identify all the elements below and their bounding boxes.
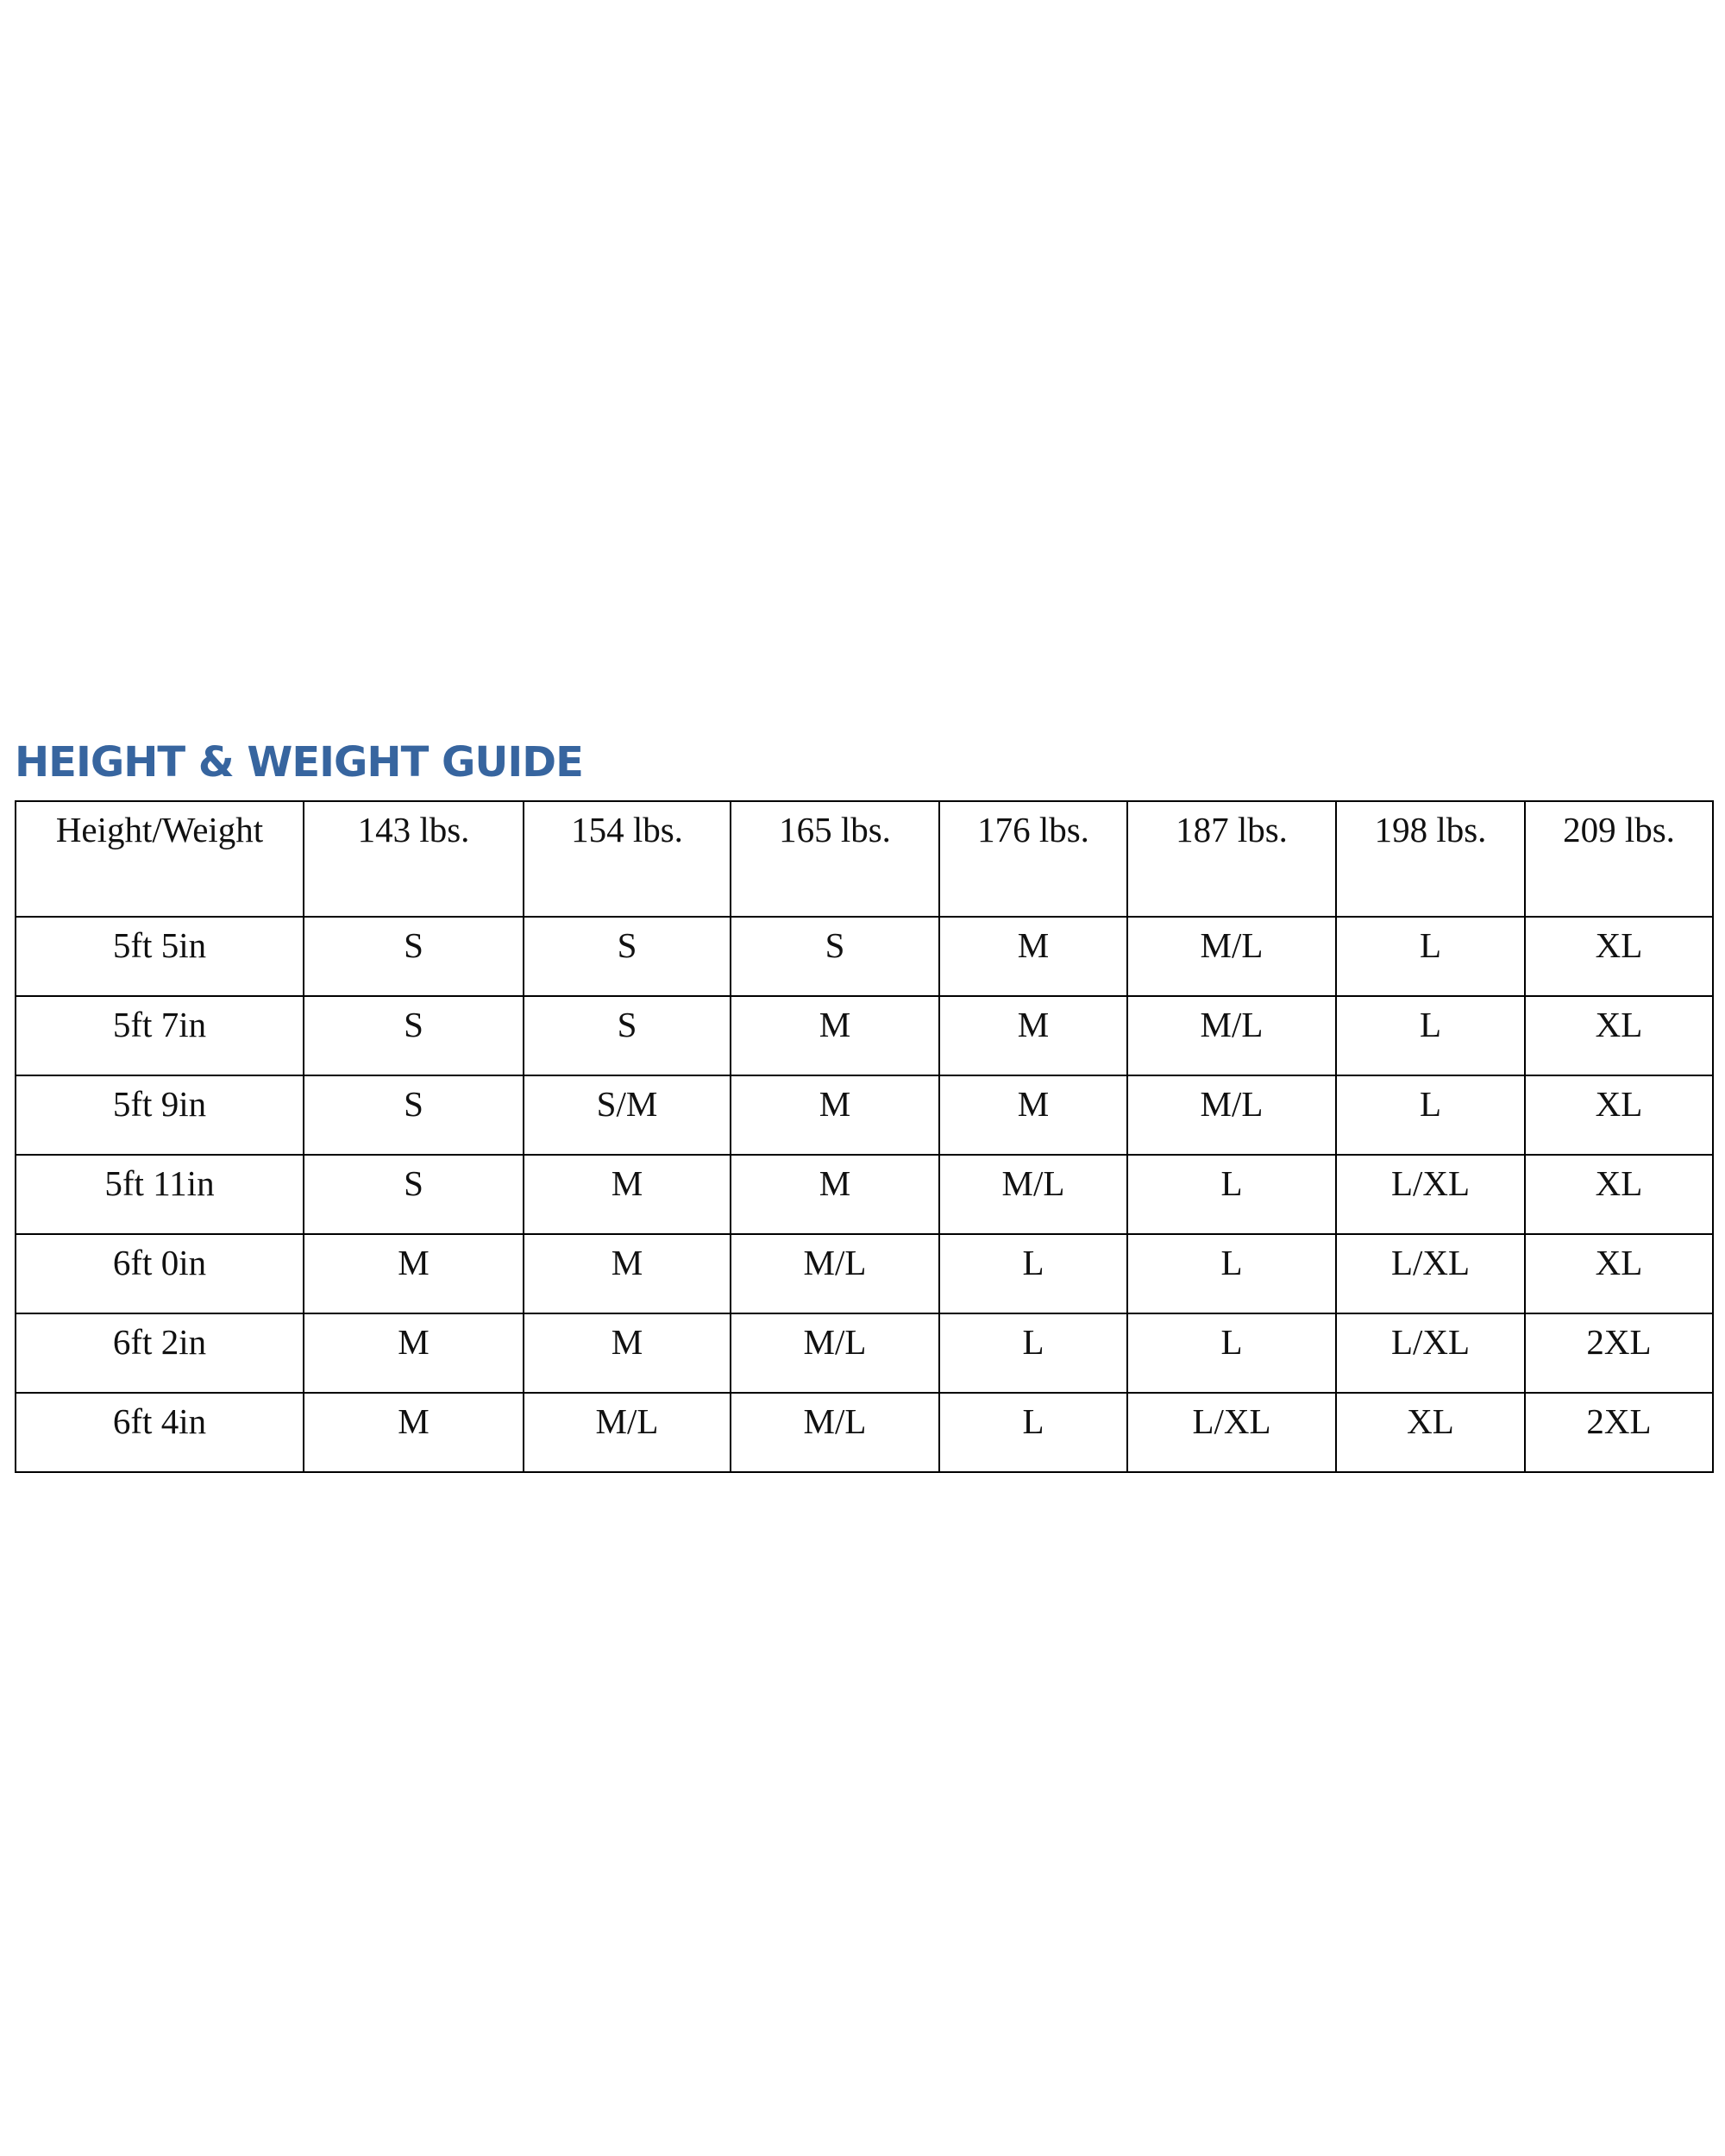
size-cell: M/L (731, 1313, 939, 1393)
table-row (16, 1393, 1713, 1472)
size-cell: M (939, 917, 1127, 996)
header-cell-198: 198 lbs. (1336, 801, 1525, 917)
size-cell: XL (1525, 1155, 1713, 1234)
size-cell: L/XL (1336, 1313, 1525, 1393)
size-cell: M (304, 1234, 524, 1313)
size-cell: M (304, 1393, 524, 1472)
size-cell: S (524, 996, 731, 1075)
size-cell: M/L (1127, 917, 1336, 996)
size-chart-table (15, 800, 1714, 1473)
height-cell: 5ft 9in (16, 1075, 304, 1155)
size-cell: 2XL (1525, 1393, 1713, 1472)
header-cell-165: 165 lbs. (731, 801, 939, 917)
size-cell: M (731, 996, 939, 1075)
size-cell: 2XL (1525, 1313, 1713, 1393)
size-cell: S (304, 917, 524, 996)
size-cell: M (304, 1313, 524, 1393)
size-cell: M (731, 1155, 939, 1234)
table-row (16, 1075, 1713, 1155)
size-cell: S (524, 917, 731, 996)
size-cell: M/L (939, 1155, 1127, 1234)
size-cell: S (731, 917, 939, 996)
table-row (16, 1313, 1713, 1393)
size-cell: M (524, 1313, 731, 1393)
size-cell: XL (1525, 1075, 1713, 1155)
size-cell: M (524, 1234, 731, 1313)
height-cell: 5ft 7in (16, 996, 304, 1075)
size-cell: M (731, 1075, 939, 1155)
size-cell: L (1127, 1155, 1336, 1234)
size-cell: L (939, 1393, 1127, 1472)
size-cell: XL (1525, 996, 1713, 1075)
size-cell: S (304, 1155, 524, 1234)
height-cell: 6ft 0in (16, 1234, 304, 1313)
size-cell: L/XL (1336, 1234, 1525, 1313)
size-cell: XL (1525, 917, 1713, 996)
size-cell: M/L (731, 1393, 939, 1472)
size-cell: S (304, 1075, 524, 1155)
size-cell: L/XL (1127, 1393, 1336, 1472)
table-row (16, 996, 1713, 1075)
size-cell: XL (1525, 1234, 1713, 1313)
size-cell: L (1127, 1234, 1336, 1313)
header-cell-187: 187 lbs. (1127, 801, 1336, 917)
height-cell: 5ft 11in (16, 1155, 304, 1234)
size-cell: M (524, 1155, 731, 1234)
size-cell: M/L (1127, 996, 1336, 1075)
size-cell: L (1127, 1313, 1336, 1393)
size-cell: L (939, 1234, 1127, 1313)
size-cell: L (1336, 996, 1525, 1075)
size-cell: L (1336, 1075, 1525, 1155)
height-cell: 5ft 5in (16, 917, 304, 996)
header-cell-209: 209 lbs. (1525, 801, 1713, 917)
size-cell: M/L (731, 1234, 939, 1313)
header-cell-176: 176 lbs. (939, 801, 1127, 917)
table-row (16, 1155, 1713, 1234)
size-cell: S/M (524, 1075, 731, 1155)
size-cell: XL (1336, 1393, 1525, 1472)
size-cell: M/L (1127, 1075, 1336, 1155)
size-cell: L (1336, 917, 1525, 996)
height-cell: 6ft 4in (16, 1393, 304, 1472)
header-row (16, 801, 1713, 917)
header-cell-154: 154 lbs. (524, 801, 731, 917)
table-row (16, 917, 1713, 996)
height-cell: 6ft 2in (16, 1313, 304, 1393)
size-cell: S (304, 996, 524, 1075)
size-cell: L (939, 1313, 1127, 1393)
table-row (16, 1234, 1713, 1313)
header-cell-height-weight: Height/Weight (16, 801, 304, 917)
size-cell: M/L (524, 1393, 731, 1472)
size-cell: M (939, 1075, 1127, 1155)
size-cell: M (939, 996, 1127, 1075)
size-cell: L/XL (1336, 1155, 1525, 1234)
header-cell-143: 143 lbs. (304, 801, 524, 917)
guide-title: HEIGHT & WEIGHT GUIDE (15, 738, 583, 787)
